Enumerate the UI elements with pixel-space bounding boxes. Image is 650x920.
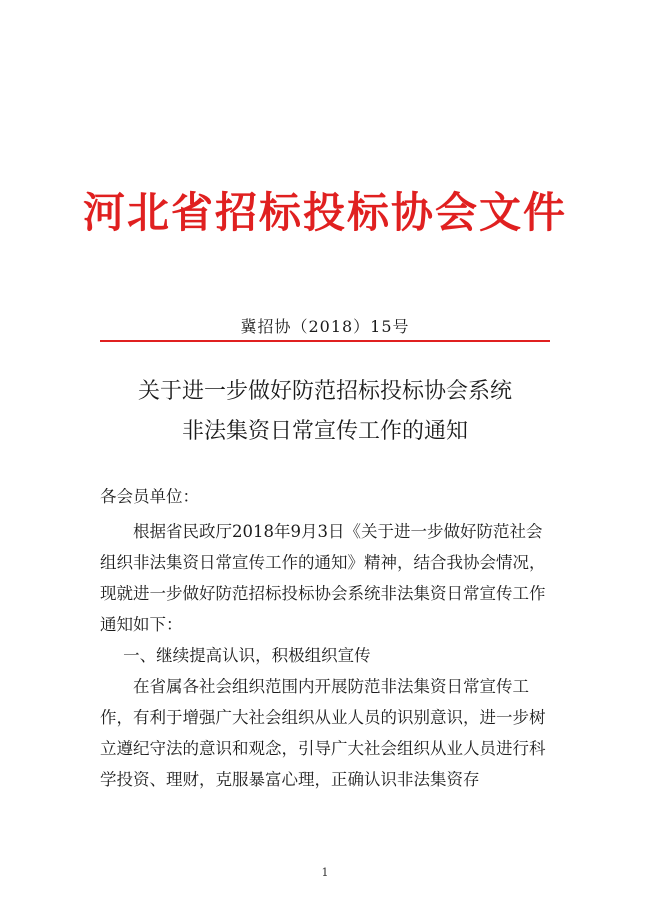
- document-number: 冀招协（2018）15号: [240, 317, 410, 336]
- paragraph-intro: 根据省民政厅2018年9月3日《关于进一步做好防范社会组织非法集资日常宣传工作的通知》精神，结合我协会情况，现就进一步做好防范招标投标协会系统非法集资日常宣传工作通知如下：: [100, 522, 546, 634]
- notice-title: [0, 372, 650, 452]
- salutation: 各会员单位：: [100, 487, 199, 506]
- document-body: [100, 481, 555, 795]
- notice-title-line-2: 非法集资日常宣传工作的通知: [181, 419, 468, 444]
- section-heading-1: 一、继续提高认识，积极组织宣传: [123, 646, 371, 665]
- page-number: 1: [321, 866, 329, 879]
- notice-title-line-1: 关于进一步做好防范招标投标协会系统: [137, 379, 512, 404]
- red-divider-line: [100, 340, 550, 342]
- org-header-title: 河北省招标投标协会文件: [82, 188, 567, 237]
- paragraph-section-1: 在省属各社会组织范围内开展防范非法集资日常宣传工作，有利于增强广大社会组织从业人员的识别意识，进一步树立遵纪守法的意识和观念，引导广大社会组织从业人员进行科学投资、理财，克服暴富心理，正确认识非法集资存: [100, 677, 546, 789]
